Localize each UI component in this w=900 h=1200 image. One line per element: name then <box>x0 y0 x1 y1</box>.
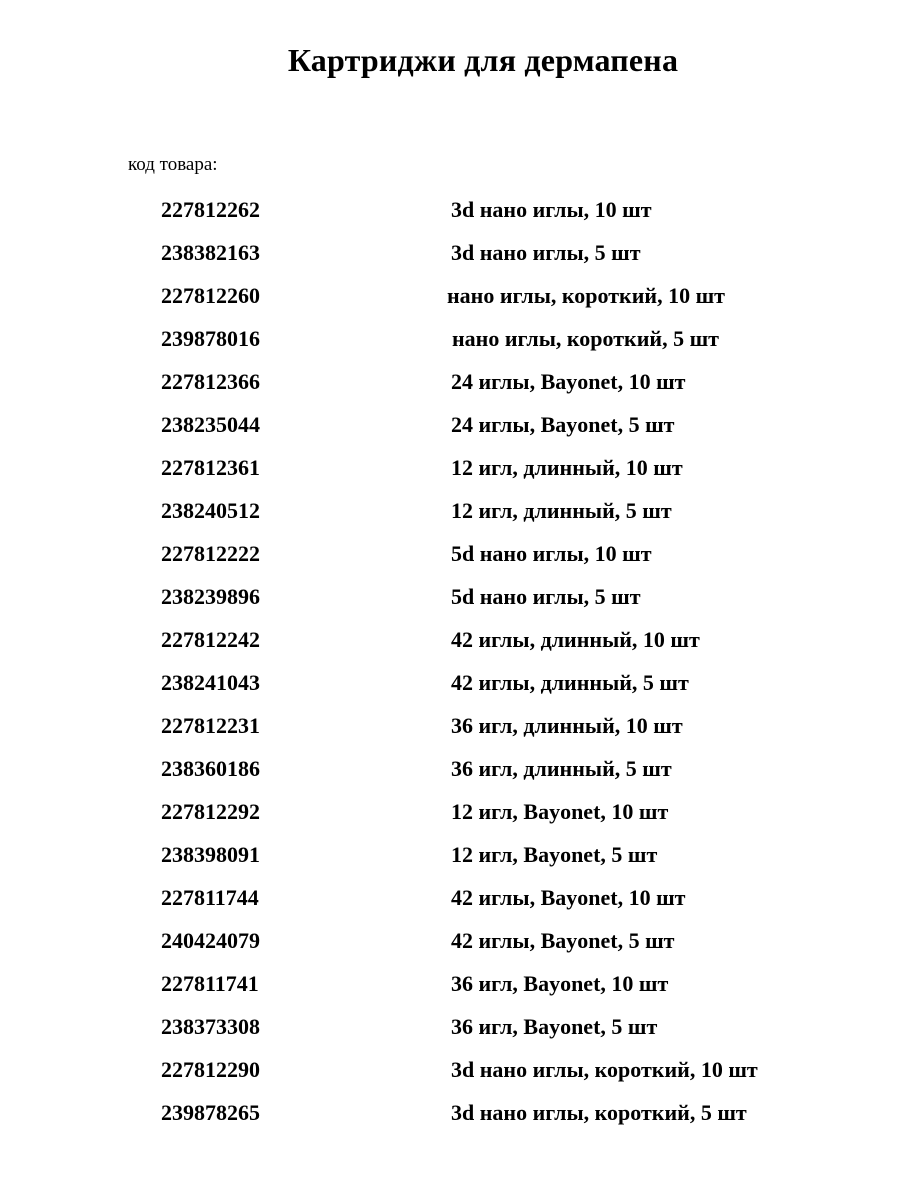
product-description: 36 игл, Bayonet, 5 шт <box>451 1014 658 1039</box>
product-code: 238373308 <box>161 1014 260 1039</box>
product-code: 239878016 <box>161 326 260 351</box>
list-item <box>0 238 900 281</box>
list-item <box>0 668 900 711</box>
list-item <box>0 926 900 969</box>
list-item <box>0 969 900 1012</box>
product-code: 238360186 <box>161 756 260 781</box>
list-item <box>0 840 900 883</box>
product-code: 227811741 <box>161 971 259 996</box>
product-description: 5d нано иглы, 5 шт <box>451 584 641 609</box>
product-code: 227811744 <box>161 885 259 910</box>
product-code: 227812231 <box>161 713 260 738</box>
list-item <box>0 539 900 582</box>
list-item <box>0 496 900 539</box>
product-description: 3d нано иглы, короткий, 5 шт <box>451 1100 747 1125</box>
product-code: 227812290 <box>161 1057 260 1082</box>
product-description: 42 иглы, Bayonet, 10 шт <box>451 885 686 910</box>
product-description: 36 игл, Bayonet, 10 шт <box>451 971 669 996</box>
product-code-label: код товара: <box>128 154 218 175</box>
product-description: 36 игл, длинный, 5 шт <box>451 756 672 781</box>
product-code: 240424079 <box>161 928 260 953</box>
product-description: 42 иглы, длинный, 10 шт <box>451 627 700 652</box>
product-description: 12 игл, Bayonet, 10 шт <box>451 799 669 824</box>
product-code: 227812366 <box>161 369 260 394</box>
product-description: 24 иглы, Bayonet, 10 шт <box>451 369 686 394</box>
product-code: 227812262 <box>161 197 260 222</box>
list-item <box>0 625 900 668</box>
product-description: 3d нано иглы, короткий, 10 шт <box>451 1057 758 1082</box>
product-code: 238241043 <box>161 670 260 695</box>
product-description: нано иглы, короткий, 5 шт <box>452 326 719 351</box>
list-item <box>0 367 900 410</box>
product-description: нано иглы, короткий, 10 шт <box>447 283 725 308</box>
product-code: 227812222 <box>161 541 260 566</box>
product-list <box>0 195 900 1141</box>
product-description: 3d нано иглы, 5 шт <box>451 240 641 265</box>
product-code: 238235044 <box>161 412 260 437</box>
product-description: 12 игл, длинный, 10 шт <box>451 455 683 480</box>
list-item <box>0 1055 900 1098</box>
list-item <box>0 324 900 367</box>
list-item <box>0 754 900 797</box>
list-item <box>0 453 900 496</box>
product-description: 12 игл, Bayonet, 5 шт <box>451 842 658 867</box>
list-item <box>0 711 900 754</box>
list-item <box>0 281 900 324</box>
product-code: 227812242 <box>161 627 260 652</box>
list-item <box>0 883 900 926</box>
list-item <box>0 410 900 453</box>
product-code: 239878265 <box>161 1100 260 1125</box>
product-code: 238398091 <box>161 842 260 867</box>
list-item <box>0 195 900 238</box>
product-code: 238382163 <box>161 240 260 265</box>
list-item <box>0 582 900 625</box>
list-item <box>0 1012 900 1055</box>
product-description: 3d нано иглы, 10 шт <box>451 197 652 222</box>
product-description: 42 иглы, длинный, 5 шт <box>451 670 689 695</box>
list-item <box>0 797 900 840</box>
product-code: 227812260 <box>161 283 260 308</box>
product-description: 42 иглы, Bayonet, 5 шт <box>451 928 675 953</box>
product-code: 227812292 <box>161 799 260 824</box>
product-description: 5d нано иглы, 10 шт <box>451 541 652 566</box>
product-description: 12 игл, длинный, 5 шт <box>451 498 672 523</box>
page-title: Картриджи для дермапена <box>287 42 679 78</box>
product-code: 227812361 <box>161 455 260 480</box>
product-description: 36 игл, длинный, 10 шт <box>451 713 683 738</box>
list-item <box>0 1098 900 1141</box>
product-description: 24 иглы, Bayonet, 5 шт <box>451 412 675 437</box>
product-code: 238239896 <box>161 584 260 609</box>
product-code: 238240512 <box>161 498 260 523</box>
